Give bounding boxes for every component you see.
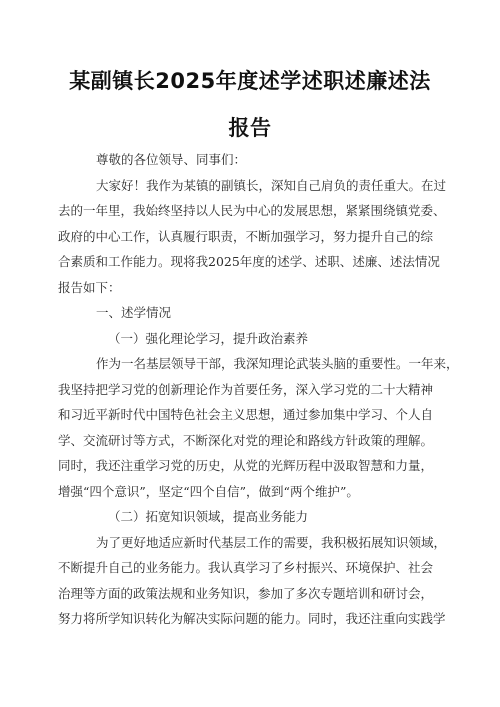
paragraph-line: 为了更好地适应新时代基层工作的需要，我积极拓展知识领域， <box>96 534 447 550</box>
paragraph-line: 和习近平新时代中国特色社会主义思想，通过参加集中学习、个人自 <box>58 407 434 422</box>
subsection-heading: （一）强化理论学习，提升政治素养 <box>108 330 309 346</box>
paragraph-line: 去的一年里，我始终坚持以人民为中心的发展思想，紧紧围绕镇党委、 <box>58 203 446 218</box>
document-title-line1: 某副镇长2025年度述学述职述廉述法 <box>69 69 431 93</box>
section-heading: 一、述学情况 <box>96 305 172 320</box>
salutation: 尊敬的各位领导、同事们： <box>96 152 247 167</box>
paragraph-line: 我坚持把学习党的创新理论作为首要任务，深入学习党的二十大精神 <box>58 381 434 397</box>
document-title-line2: 报告 <box>228 116 272 140</box>
paragraph-line: 大家好！我作为某镇的副镇长，深知自己肩负的责任重大。在过 <box>96 177 447 193</box>
paragraph-line: 作为一名基层领导干部，我深知理论武装头脑的重要性。一年来， <box>96 356 459 371</box>
paragraph-line: 学、交流研讨等方式，不断深化对党的理论和路线方针政策的理解。 <box>58 432 434 448</box>
document-body <box>58 147 458 632</box>
paragraph-line: 增强“四个意识”，坚定“四个自信”，做到“两个维护”。 <box>58 483 359 499</box>
paragraph-line: 不断提升自己的业务能力。我认真学习了乡村振兴、环境保护、社会 <box>58 560 434 575</box>
paragraph-line: 合素质和工作能力。现将我2025年度的述学、述职、述廉、述法情况 <box>58 254 440 269</box>
paragraph-line: 治理等方面的政策法规和业务知识，参加了多次专题培训和研讨会， <box>58 585 434 601</box>
paragraph-line: 同时，我还注重学习党的历史，从党的光辉历程中汲取智慧和力量， <box>58 458 434 473</box>
subsection-heading: （二）拓宽知识领域，提高业务能力 <box>108 509 309 524</box>
paragraph-line: 报告如下： <box>58 279 121 295</box>
paragraph-line: 努力将所学知识转化为解决实际问题的能力。同时，我还注重向实践学 <box>58 611 446 626</box>
paragraph-line: 政府的中心工作，认真履行职责，不断加强学习，努力提升自己的综 <box>58 228 434 244</box>
